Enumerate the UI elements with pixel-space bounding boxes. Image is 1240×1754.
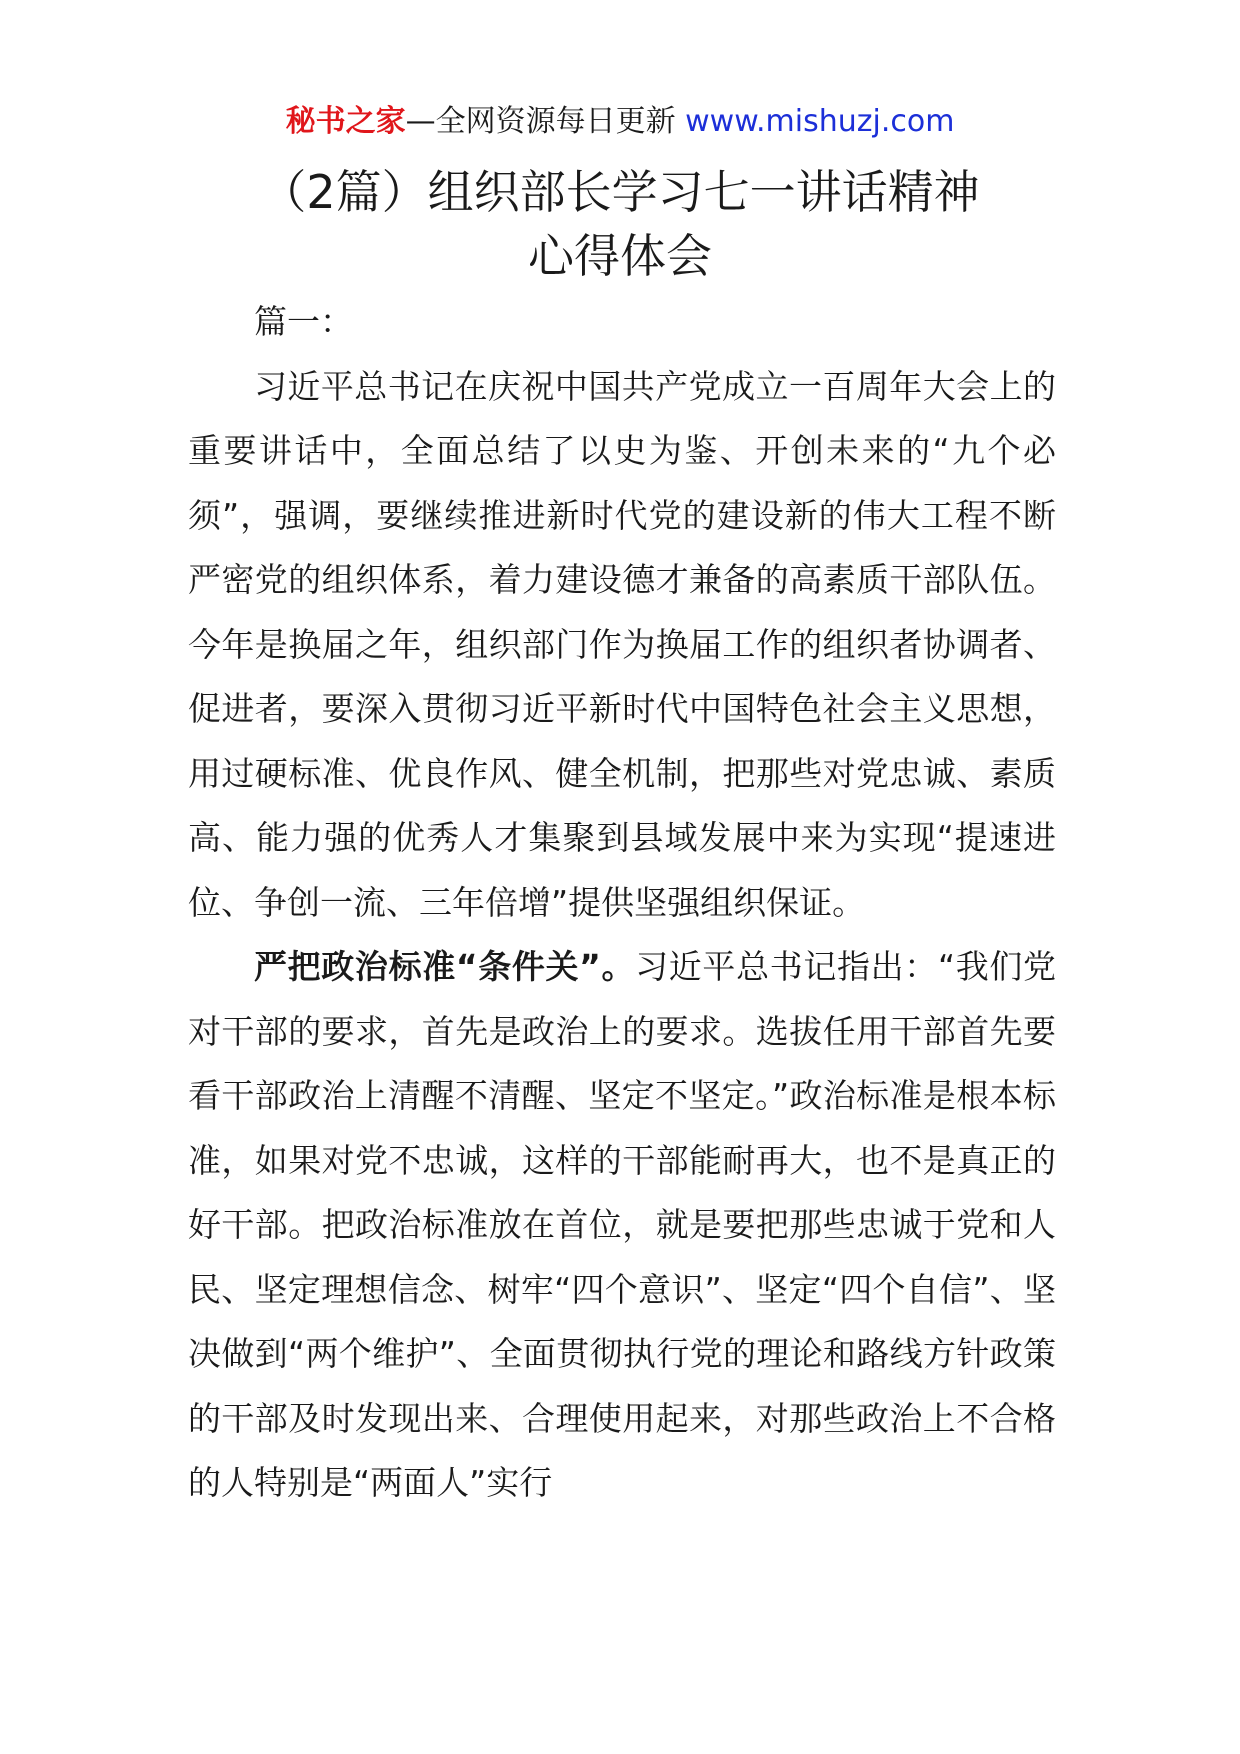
site-url-link[interactable]: www.mishuzj.com — [685, 104, 955, 139]
brand-name: 秘书之家 — [285, 104, 406, 139]
document-body — [188, 290, 1056, 1516]
paragraph-2-text: 习近平总书记指出：“我们党对干部的要求，首先是政治上的要求。选拔任用干部首先要看干部政治上清醒不清醒、坚定不坚定。”政治标准是根本标准，如果对党不忠诚，这样的干部能耐再大，也不是真正的好干部。把政治标准放在首位，就是要把那些忠诚于党和人民、坚定理想信念、树牢“四个意识”、坚定“四个自信”、坚决做到“两个维护”、全面贯彻执行党的理论和路线方针政策的干部及时发现出来、合理使用起来，对那些政治上不合格的人特别是“两面人”实行 — [188, 947, 1056, 1502]
site-header — [0, 102, 1240, 142]
paragraph-2-heading: 严把政治标准“条件关”。 — [254, 947, 636, 986]
section-label: 篇一： — [254, 302, 353, 341]
title-line-1: （2篇）组织部长学习七一讲话精神 — [260, 165, 980, 219]
paragraph-1: 习近平总书记在庆祝中国共产党成立一百周年大会上的重要讲话中，全面总结了以史为鉴、开创未来的“九个必须”，强调，要继续推进新时代党的建设新的伟大工程不断严密党的组织体系，着力建设德才兼备的高素质干部队伍。今年是换届之年，组织部门作为换届工作的组织者协调者、促进者，要深入贯彻习近平新时代中国特色社会主义思想，用过硬标准、优良作风、健全机制，把那些对党忠诚、素质高、能力强的优秀人才集聚到县域发展中来为实现“提速进位、争创一流、三年倍增”提供坚强组织保证。 — [188, 366, 1056, 922]
paragraph-2 — [188, 935, 1056, 1516]
document-title — [0, 160, 1240, 288]
header-tagline: —全网资源每日更新 — [405, 104, 686, 139]
title-line-2: 心得体会 — [528, 229, 712, 283]
